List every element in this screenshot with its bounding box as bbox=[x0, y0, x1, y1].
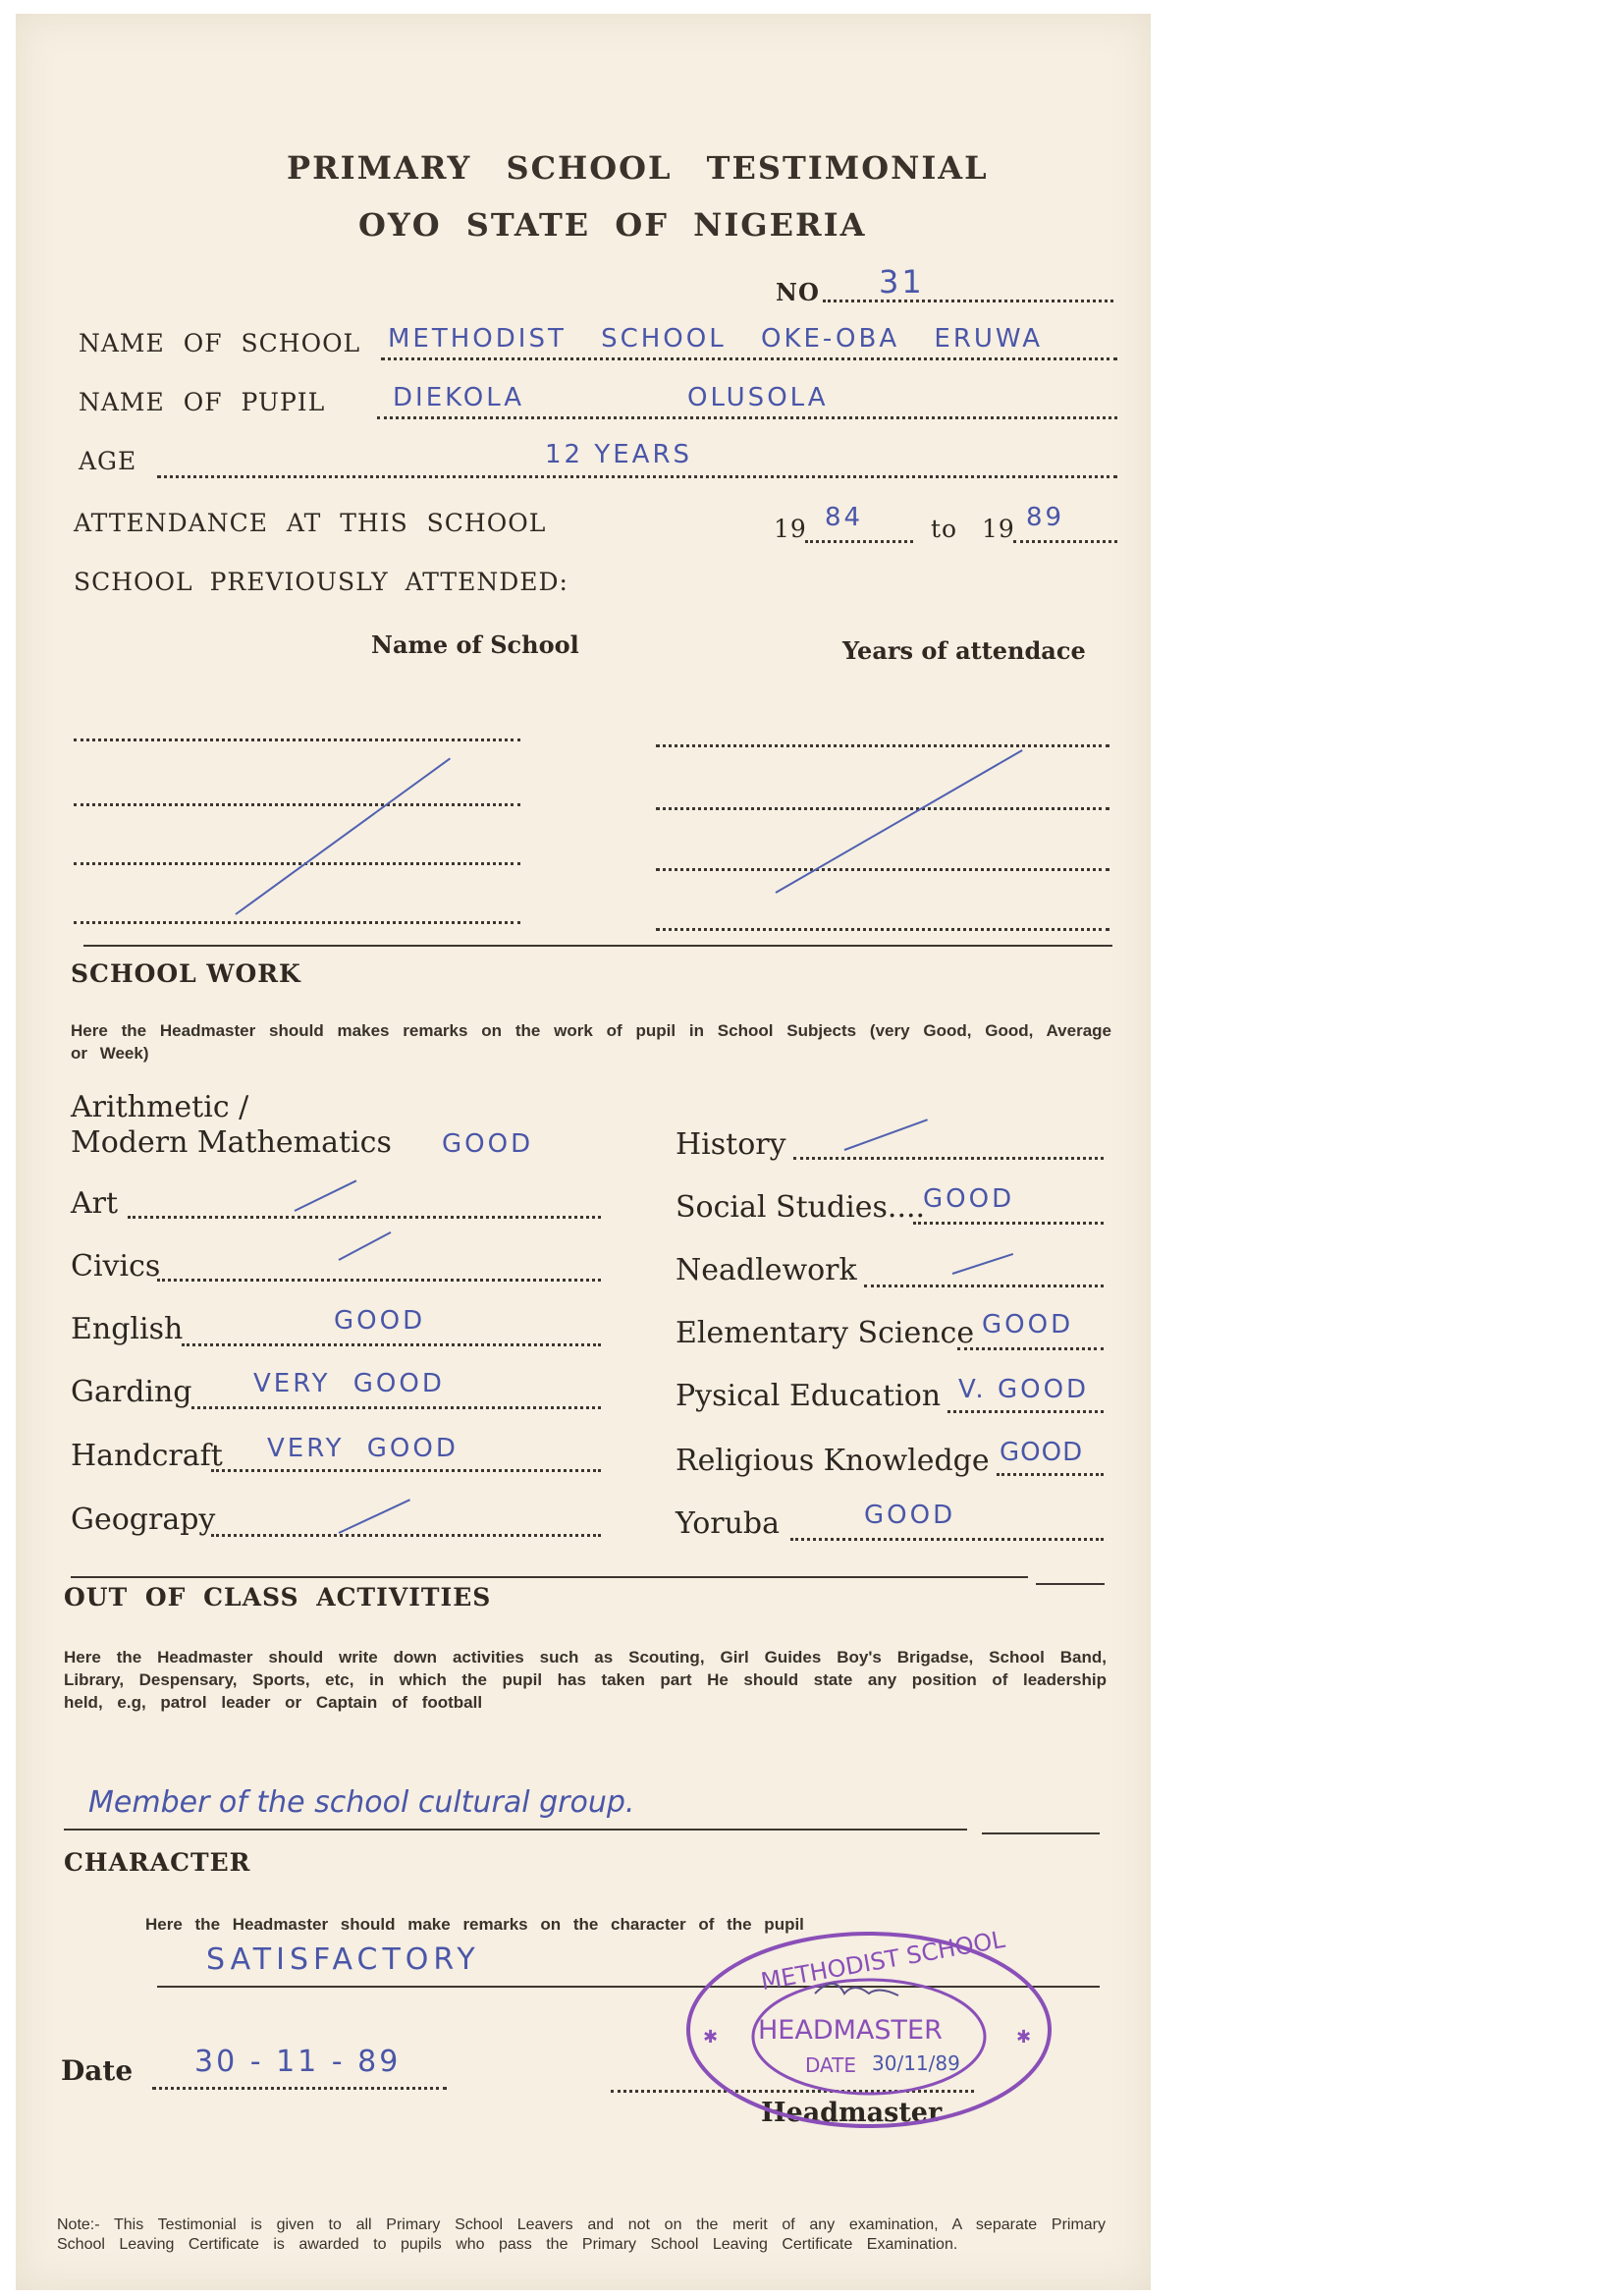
previous-col-years: Years of attendace bbox=[842, 636, 1086, 665]
date-label: Date bbox=[61, 2054, 134, 2087]
subject-yoruba: Yoruba bbox=[676, 1506, 781, 1541]
stamp-top-text: METHODIST SCHOOL bbox=[758, 1927, 1007, 1996]
year-from-value: 84 bbox=[825, 503, 864, 532]
year-to-prefix: 19 bbox=[982, 515, 1015, 543]
subject-geograpy: Geograpy bbox=[71, 1503, 216, 1537]
headmaster-signature-label: Headmaster bbox=[761, 2098, 943, 2128]
school-work-heading: SCHOOL WORK bbox=[71, 959, 301, 988]
grade-garding: VERY GOOD bbox=[253, 1369, 445, 1398]
subject-elementary-science: Elementary Science bbox=[676, 1316, 975, 1350]
school-stamp bbox=[677, 1927, 1060, 2133]
character-remark: SATISFACTORY bbox=[206, 1942, 480, 1977]
age-label: AGE bbox=[79, 447, 137, 475]
subject-religious-knowledge: Religious Knowledge bbox=[676, 1444, 990, 1478]
school-work-instructions: Here the Headmaster should makes remarks on the work of pupil in School Subjects (very Good, Good, Average or Week) bbox=[71, 1021, 1111, 1063]
age-value: 12 YEARS bbox=[545, 440, 693, 469]
activities-heading: OUT OF CLASS ACTIVITIES bbox=[64, 1583, 492, 1612]
grade-religious-knowledge: GOOD bbox=[1000, 1438, 1084, 1467]
grade-english: GOOD bbox=[334, 1306, 426, 1336]
stamp-date-label: DATE bbox=[805, 2053, 857, 2077]
subject-handcraft: Handcraft bbox=[71, 1439, 223, 1473]
subject-garding: Garding bbox=[71, 1375, 192, 1409]
year-to-value: 89 bbox=[1026, 503, 1065, 532]
character-instructions: Here the Headmaster should make remarks on the character of the pupil bbox=[145, 1915, 804, 1934]
grade-social-studies: GOOD bbox=[923, 1184, 1015, 1214]
activities-instructions: Here the Headmaster should write down activities such as Scouting, Girl Guides Boy's Brigadse, School Band, Library, Despensary, Sports, etc, in which the pupil has taken part He should state any position of leadership held, e.g, patrol leader or Captain of football bbox=[64, 1648, 1107, 1712]
subject-pysical-education: Pysical Education bbox=[676, 1379, 942, 1413]
subject-english: English bbox=[71, 1312, 184, 1346]
pupil-first-name: DIEKOLA bbox=[393, 383, 525, 412]
stamp-star-left: ✱ bbox=[703, 2027, 719, 2048]
subject-civics: Civics bbox=[71, 1249, 161, 1284]
pupil-name-label: NAME OF PUPIL bbox=[79, 388, 326, 416]
school-name-value: METHODIST SCHOOL OKE-OBA ERUWA bbox=[388, 324, 1043, 354]
grade-modern-mathematics: GOOD bbox=[442, 1129, 534, 1159]
grade-yoruba: GOOD bbox=[864, 1501, 956, 1530]
subject-history: History bbox=[676, 1127, 786, 1162]
grade-pysical-education: V. GOOD bbox=[958, 1375, 1090, 1404]
pupil-last-name: OLUSOLA bbox=[687, 383, 829, 412]
subject-neadlework: Neadlework bbox=[676, 1253, 857, 1287]
date-value: 30 - 11 - 89 bbox=[194, 2045, 402, 2079]
previous-col-name: Name of School bbox=[371, 630, 579, 659]
year-from-prefix: 19 bbox=[774, 515, 807, 543]
activities-remark: Member of the school cultural group. bbox=[88, 1785, 635, 1820]
subject-modern-mathematics: Modern Mathematics bbox=[71, 1125, 392, 1160]
character-heading: CHARACTER bbox=[64, 1848, 251, 1877]
to-label: to bbox=[931, 515, 958, 543]
footer-note: Note:- This Testimonial is given to all Primary School Leavers and not on the merit of any examination, A separate Primary School Leaving Certificate is awarded to pupils who pass the Primary School Leaving Certificate Examination. bbox=[57, 2216, 1106, 2253]
stamp-date-value: 30/11/89 bbox=[872, 2051, 960, 2075]
stamp-star-right: ✱ bbox=[1016, 2027, 1032, 2048]
number-value: 31 bbox=[879, 263, 925, 301]
subject-art: Art bbox=[71, 1186, 119, 1221]
grade-handcraft: VERY GOOD bbox=[267, 1434, 459, 1463]
attendance-label: ATTENDANCE AT THIS SCHOOL bbox=[74, 509, 547, 537]
stamp-middle-text: HEADMASTER bbox=[758, 2015, 943, 2046]
grade-elementary-science: GOOD bbox=[982, 1310, 1074, 1339]
school-name-label: NAME OF SCHOOL bbox=[79, 329, 361, 357]
document-subtitle: OYO STATE OF NIGERIA bbox=[358, 206, 867, 244]
document-title: PRIMARY SCHOOL TESTIMONIAL bbox=[287, 149, 989, 187]
subject-social-studies: Social Studies.... bbox=[676, 1190, 926, 1225]
previous-school-label: SCHOOL PREVIOUSLY ATTENDED: bbox=[74, 568, 568, 596]
subject-arithmetic: Arithmetic / bbox=[71, 1090, 249, 1124]
number-label: NO bbox=[776, 278, 820, 306]
